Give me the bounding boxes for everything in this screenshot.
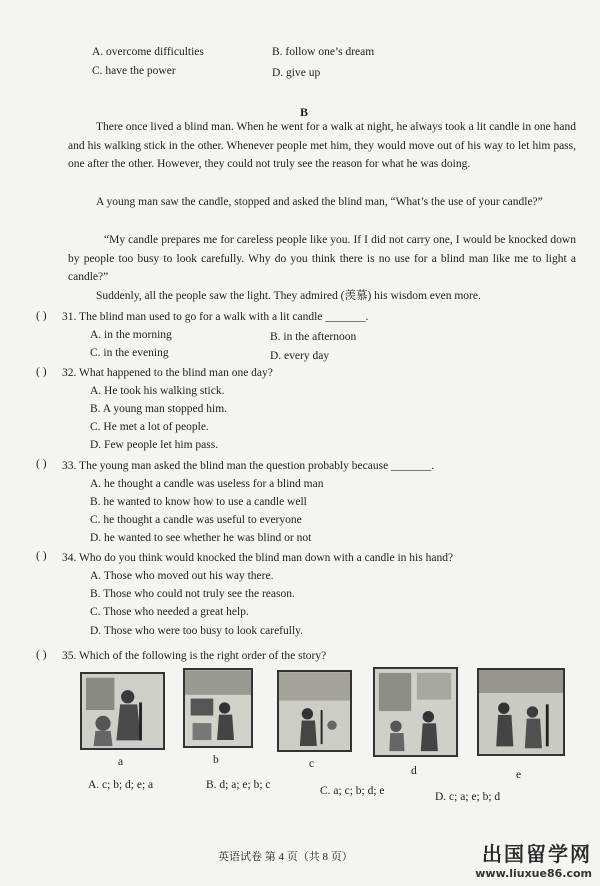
question-34-option-b: B. Those who could not truly see the reason. [90,588,295,600]
page-footer: 英语试卷 第 4 页（共 8 页） [218,851,353,863]
story-picture-b [183,668,253,748]
picture-label-e: e [516,769,522,781]
prev-option-c: C. have the power [92,65,176,77]
question-34-option-a: A. Those who moved out his way there. [90,570,274,582]
question-35-option-b: B. d; a; e; b; c [206,779,271,791]
passage-paragraph-3: “My candle prepares me for careless people like you. If I did not carry one, I would be knocked down by people too busy to look carefully. Why do you think there is no use for a blind man like me to light a candle?” [68,234,576,283]
story-picture-a [80,672,165,750]
question-31-option-d: D. every day [270,350,330,362]
answer-blank[interactable]: ( ) [36,649,47,661]
story-picture-d [373,667,458,757]
section-heading: B [300,105,309,119]
passage-paragraph-4: Suddenly, all the people saw the light. They admired (羡慕) his wisdom even more. [96,290,481,302]
answer-blank[interactable]: ( ) [36,458,47,470]
question-33-option-d: D. he wanted to see whether he was blind or not [90,532,312,544]
question-35-option-c: C. a; c; b; d; e [320,785,385,797]
story-illustration [279,672,350,750]
question-34-option-c: C. Those who needed a great help. [90,606,249,618]
passage-paragraph-2: A young man saw the candle, stopped and asked the blind man, “What’s the use of your candle?” [96,196,543,208]
prev-option-a: A. overcome difficulties [92,46,204,58]
story-illustration [185,670,251,746]
question-33-option-a: A. he thought a candle was useless for a blind man [90,478,324,490]
question-34-stem: 34. Who do you think would knocked the blind man down with a candle in his hand? [62,552,454,564]
question-35-option-a: A. c; b; d; e; a [88,779,154,791]
prev-option-b: B. follow one’s dream [272,46,375,58]
story-picture-e [477,668,565,756]
watermark-site-name: 出国留学网 [482,842,592,866]
site-watermark [475,838,592,880]
question-33-stem: 33. The young man asked the blind man the question probably because _______. [62,460,435,472]
answer-blank[interactable]: ( ) [36,550,47,562]
picture-label-d: d [411,765,417,777]
question-35-option-d: D. c; a; e; b; d [435,791,501,803]
question-31-option-a: A. in the morning [90,329,172,341]
question-32-stem: 32. What happened to the blind man one day? [62,367,273,379]
question-32-option-b: B. A young man stopped him. [90,403,228,415]
prev-option-d: D. give up [272,67,321,79]
picture-label-b: b [213,754,219,766]
question-34-option-d: D. Those who were too busy to look carefully. [90,625,304,637]
picture-label-c: c [309,758,315,770]
story-illustration [479,670,563,754]
picture-label-a: a [118,756,124,768]
question-32-option-a: A. He took his walking stick. [90,385,225,397]
question-31-option-c: C. in the evening [90,347,169,359]
question-33-option-c: C. he thought a candle was useful to everyone [90,514,302,526]
question-32-option-d: D. Few people let him pass. [90,439,219,451]
passage-paragraph-1: There once lived a blind man. When he went for a walk at night, he always took a lit candle in one hand and his walking stick in the other. Whenever people met him, they would move out of his way to let him pass, one after the other. However, they could not truly see the reason for what he was doing. [68,121,576,170]
answer-blank[interactable]: ( ) [36,366,47,378]
question-35-stem: 35. Which of the following is the right order of the story? [62,650,327,662]
story-illustration [82,674,163,748]
question-31-option-b: B. in the afternoon [270,331,357,343]
story-picture-c [277,670,352,752]
story-illustration [375,669,456,755]
question-33-option-b: B. he wanted to know how to use a candle well [90,496,307,508]
question-31-stem: 31. The blind man used to go for a walk with a lit candle _______. [62,311,369,323]
watermark-url: www.liuxue86.com [475,867,592,880]
answer-blank[interactable]: ( ) [36,310,47,322]
question-32-option-c: C. He met a lot of people. [90,421,209,433]
